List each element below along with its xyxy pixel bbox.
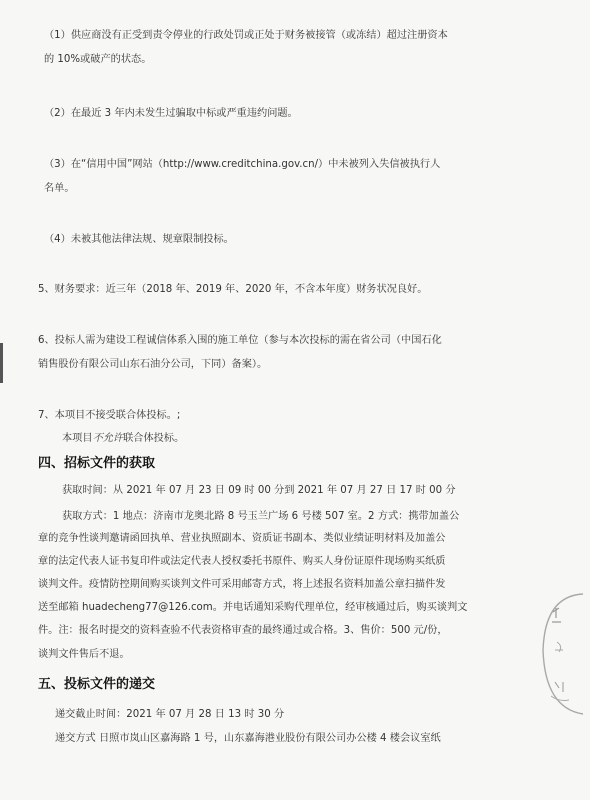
acquisition-method-line-3: 章的法定代表人证书复印件或法定代表人授权委托书原件、购买人身份证原件现场购买纸质 <box>38 556 446 567</box>
acquisition-method-line-2: 章的竞争性谈判邀请函回执单、营业执照副本、资质证书副本、类似业绩证明材料及加盖公 <box>38 533 446 544</box>
submission-method: 递交方式 日照市岚山区嘉海路 1 号，山东嘉海港业股份有限公司办公楼 4 楼会议室纸 <box>55 733 441 744</box>
acquisition-method-line-7: 谈判文件售后不退。 <box>38 649 130 660</box>
joint-bid-requirement: 7、本项目不接受联合体投标。; <box>38 410 181 421</box>
section-4-heading: 四、招标文件的获取 <box>38 456 156 471</box>
req-1-line-1: （1）供应商没有正受到责令停业的行政处罚或正处于财务被接管（或冻结）超过注册资本 <box>44 30 448 41</box>
financial-requirement: 5、财务要求：近三年（2018 年、2019 年、2020 年，不含本年度）财务状况良好。 <box>38 284 428 295</box>
joint-bid-note <box>62 432 184 446</box>
req-1-line-2: 的 10%或破产的状态。 <box>44 54 152 65</box>
req-3-line-2: 名单。 <box>44 183 75 194</box>
joint-bid-note-emphasis: 不允许 <box>92 433 124 444</box>
acquisition-method-line-1: 获取方式：1 地点：济南市龙奥北路 8 号玉兰广场 6 号楼 507 室。2 方式：携带加盖公 <box>62 511 460 522</box>
construction-requirement-line-2: 销售股份有限公司山东石油分公司，下同）备案）。 <box>38 359 268 370</box>
joint-bid-note-pre: 本项目 <box>62 433 93 444</box>
req-4: （4）未被其他法律法规、规章限制投标。 <box>44 234 234 245</box>
construction-requirement-line-1: 6、投标人需为建设工程诚信体系入围的施工单位（参与本次投标的需在省公司（中国石化 <box>38 335 442 346</box>
req-2: （2）在最近 3 年内未发生过骗取中标或严重违约问题。 <box>44 108 298 119</box>
acquisition-time: 获取时间：从 2021 年 07 月 23 日 09 时 00 分到 2021 年 07 月 27 日 17 时 00 分 <box>62 485 456 496</box>
req-3-line-1: （3）在“信用中国”网站（http://www.creditchina.gov.cn/）中未被列入失信被执行人 <box>44 159 441 170</box>
scan-edge-mark <box>0 343 3 383</box>
partial-seal-stamp <box>535 590 585 720</box>
submission-deadline: 递交截止时间：2021 年 07 月 28 日 13 时 30 分 <box>55 709 285 720</box>
joint-bid-note-post: 联合体投标。 <box>123 433 185 444</box>
acquisition-method-line-5: 送至邮箱 huadecheng77@126.com。并电话通知采购代理单位，经审核通过后，购买谈判文 <box>38 602 468 613</box>
section-5-heading: 五、投标文件的递交 <box>38 677 156 692</box>
seal-fragment-icon <box>535 590 585 720</box>
acquisition-method-line-4: 谈判文件。疫情防控期间购买谈判文件可采用邮寄方式，将上述报名资料加盖公章扫描件发 <box>38 579 446 590</box>
acquisition-method-line-6: 件。注：报名时提交的资料查验不代表资格审查的最终通过或合格。3、售价：500 元/份， <box>38 625 448 636</box>
